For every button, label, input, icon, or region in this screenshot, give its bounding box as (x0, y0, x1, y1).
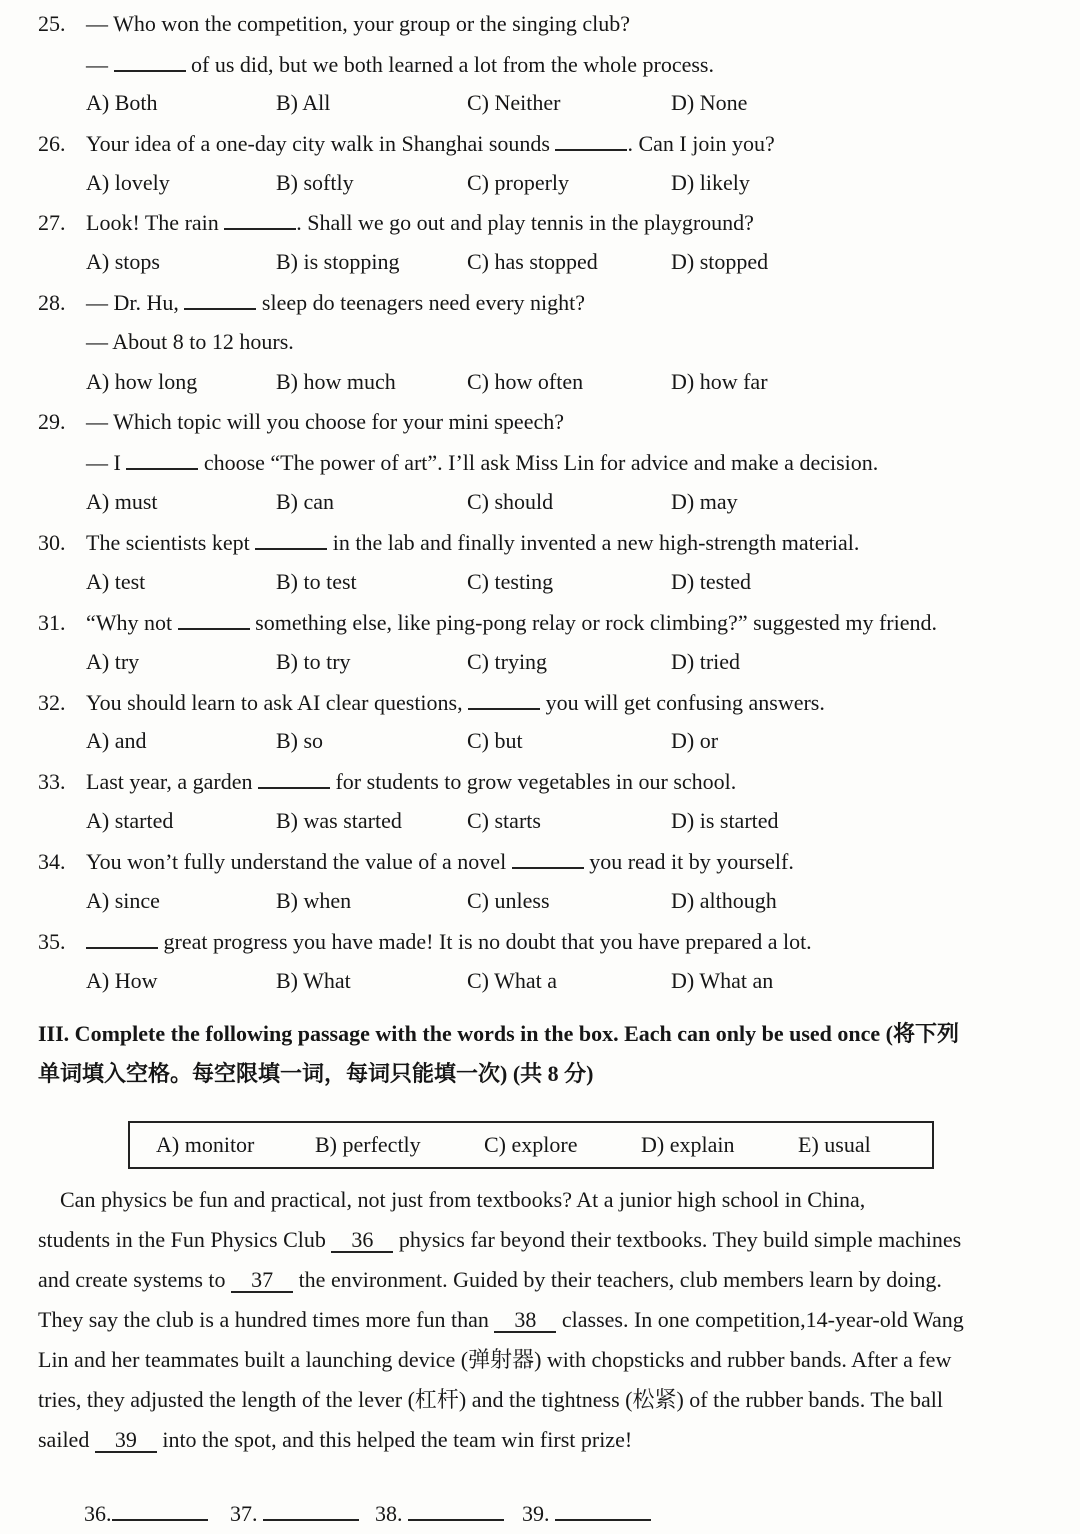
answer-blank[interactable] (555, 129, 627, 151)
option-b[interactable]: B) to test (276, 569, 357, 594)
option-c[interactable]: C) how often (467, 369, 584, 394)
option-a[interactable]: A) and (86, 728, 147, 753)
answer-label: 36. (84, 1501, 112, 1526)
option-d[interactable]: D) is started (671, 808, 779, 833)
passage-line (38, 1186, 1050, 1214)
question-line (38, 10, 630, 38)
passage-blank[interactable]: 37 (231, 1269, 293, 1293)
option-c[interactable]: C) What a (467, 968, 558, 993)
word-box-item: B) perfectly (315, 1132, 421, 1157)
answer-blank[interactable] (255, 528, 327, 550)
question-line (38, 927, 812, 956)
option-b[interactable]: B) can (276, 489, 335, 514)
question-text: — (86, 52, 114, 77)
word-box-item: C) explore (484, 1132, 578, 1157)
passage-text-run: physics far beyond their textbooks. They build simple machines (393, 1227, 962, 1252)
option-b[interactable]: B) is stopping (276, 249, 400, 274)
passage-line (38, 1426, 1050, 1454)
answer-blank[interactable] (258, 767, 330, 789)
option-c[interactable]: C) unless (467, 888, 550, 913)
answer-blank[interactable] (184, 288, 256, 310)
answer-label: 38. (375, 1501, 403, 1526)
answer-blank[interactable] (114, 50, 186, 72)
option-d[interactable]: D) likely (671, 170, 750, 195)
question-text: — Which topic will you choose for your mini speech? (86, 409, 564, 434)
question-line (38, 528, 859, 557)
question-text: — I (86, 450, 127, 475)
word-box-item: E) usual (798, 1132, 871, 1157)
question-number: 25. (38, 11, 66, 36)
passage-blank[interactable]: 38 (494, 1309, 556, 1333)
section-heading-line-2: 单词填入空格。每空限填一词，每词只能填一次) (共 8 分) (38, 1061, 594, 1086)
question-line (38, 408, 564, 436)
option-a[interactable]: A) try (86, 649, 140, 674)
option-a[interactable]: A) lovely (86, 170, 170, 195)
passage-text-run: Lin and her teammates built a launching device (弹射器) with chopsticks and rubber bands. After a few (38, 1347, 952, 1372)
option-c[interactable]: C) trying (467, 649, 548, 674)
question-text: of us did, but we both learned a lot from the whole process. (185, 52, 714, 77)
answer-blank[interactable] (126, 448, 198, 470)
passage-line (38, 1306, 1050, 1334)
question-number: 31. (38, 610, 66, 635)
option-b[interactable]: B) What (276, 968, 351, 993)
question-text: The scientists kept (86, 530, 256, 555)
question-text: sleep do teenagers need every night? (256, 290, 586, 315)
question-text: choose “The power of art”. I’ll ask Miss Lin for advice and make a decision. (198, 450, 879, 475)
answer-blank[interactable] (408, 1499, 504, 1521)
question-number: 30. (38, 530, 66, 555)
option-d[interactable]: D) What an (671, 968, 774, 993)
option-c[interactable]: C) but (467, 728, 523, 753)
passage-text-run: into the spot, and this helped the team win first prize! (156, 1427, 633, 1452)
option-b[interactable]: B) how much (276, 369, 396, 394)
question-line (38, 688, 825, 717)
question-line (38, 208, 754, 237)
question-line (86, 448, 878, 477)
passage-text-run: They say the club is a hundred times more fun than (38, 1307, 495, 1332)
question-line (38, 129, 775, 158)
option-d[interactable]: D) stopped (671, 249, 769, 274)
question-text: . Shall we go out and play tennis in the playground? (296, 210, 754, 235)
answer-blank[interactable] (224, 208, 296, 230)
question-text: “Why not (86, 610, 178, 635)
option-c[interactable]: C) properly (467, 170, 570, 195)
passage-text-run: students in the Fun Physics Club (38, 1227, 332, 1252)
option-a[interactable]: A) stops (86, 249, 160, 274)
passage-text-run: tries, they adjusted the length of the lever (杠杆) and the tightness (松紧) of the rubber bands. The ball (38, 1387, 944, 1412)
option-a[interactable]: A) how long (86, 369, 198, 394)
passage-line (38, 1266, 1050, 1294)
answer-slot-37[interactable] (230, 1499, 359, 1527)
passage-line (38, 1346, 1050, 1374)
option-b[interactable]: B) so (276, 728, 324, 753)
passage-blank[interactable]: 36 (331, 1229, 393, 1253)
passage-text-run: sailed (38, 1427, 95, 1452)
option-a[interactable]: A) test (86, 569, 146, 594)
passage-line (38, 1386, 1050, 1414)
passage-text-run: and create systems to (38, 1267, 232, 1292)
question-text: — About 8 to 12 hours. (86, 329, 294, 354)
passage-text-run: the environment. Guided by their teachers, club members learn by doing. (293, 1267, 942, 1292)
answer-slot-38[interactable] (375, 1499, 504, 1527)
option-d[interactable]: D) tried (671, 649, 741, 674)
question-number: 28. (38, 290, 66, 315)
answer-label: 39. (522, 1501, 550, 1526)
question-line (86, 50, 714, 79)
question-text: Your idea of a one-day city walk in Shanghai sounds (86, 131, 556, 156)
option-c[interactable]: C) should (467, 489, 554, 514)
question-number: 29. (38, 409, 66, 434)
option-c[interactable]: C) testing (467, 569, 554, 594)
question-number: 32. (38, 690, 66, 715)
answer-slot-39[interactable] (522, 1499, 651, 1527)
question-text: for students to grow vegetables in our school. (329, 769, 737, 794)
question-number: 33. (38, 769, 66, 794)
question-number: 34. (38, 849, 66, 874)
option-d[interactable]: D) or (671, 728, 719, 753)
section-heading-line-1: III. Complete the following passage with the words in the box. Each can only be used once (将下列 (38, 1021, 959, 1046)
question-number: 26. (38, 131, 66, 156)
word-box-item: A) monitor (156, 1132, 255, 1157)
option-a[interactable]: A) since (86, 888, 160, 913)
answer-blank[interactable] (263, 1499, 359, 1521)
option-b[interactable]: B) All (276, 90, 331, 115)
option-d[interactable]: D) None (671, 90, 748, 115)
answer-label: 37. (230, 1501, 258, 1526)
answer-slot-36[interactable] (84, 1499, 208, 1527)
option-d[interactable]: D) tested (671, 569, 752, 594)
question-text: — Dr. Hu, (86, 290, 185, 315)
answer-blank[interactable] (512, 847, 584, 869)
question-text: great progress you have made! It is no doubt that you have prepared a lot. (158, 929, 812, 954)
answer-blank[interactable] (86, 927, 158, 949)
question-text: — Who won the competition, your group or the singing club? (86, 11, 631, 36)
option-b[interactable]: B) was started (276, 808, 402, 833)
question-text: You won’t fully understand the value of a novel (86, 849, 512, 874)
passage-line (38, 1226, 1050, 1254)
option-b[interactable]: B) softly (276, 170, 354, 195)
question-text: Look! The rain (86, 210, 225, 235)
question-line (86, 328, 294, 356)
question-line (38, 767, 736, 796)
question-text: You should learn to ask AI clear questions, (86, 690, 469, 715)
passage-blank[interactable]: 39 (95, 1429, 157, 1453)
answer-blank[interactable] (112, 1499, 208, 1521)
option-b[interactable]: B) when (276, 888, 352, 913)
option-a[interactable]: A) must (86, 489, 158, 514)
passage-text-run: classes. In one competition,14-year-old Wang (556, 1307, 964, 1332)
question-text: . Can I join you? (627, 131, 775, 156)
passage-text-run: Can physics be fun and practical, not just from textbooks? At a junior high school in China, (38, 1187, 866, 1212)
option-a[interactable]: A) started (86, 808, 174, 833)
question-text: you will get confusing answers. (540, 690, 825, 715)
question-text: Last year, a garden (86, 769, 258, 794)
option-d[interactable]: D) although (671, 888, 777, 913)
option-d[interactable]: D) how far (671, 369, 768, 394)
question-line (38, 288, 585, 317)
option-c[interactable]: C) has stopped (467, 249, 598, 274)
question-text: something else, like ping-pong relay or rock climbing?” suggested my friend. (249, 610, 937, 635)
option-c[interactable]: C) starts (467, 808, 541, 833)
option-a[interactable]: A) Both (86, 90, 158, 115)
answer-blank[interactable] (555, 1499, 651, 1521)
question-number: 27. (38, 210, 66, 235)
question-text: you read it by yourself. (583, 849, 794, 874)
option-d[interactable]: D) may (671, 489, 738, 514)
question-line (38, 847, 794, 876)
word-box-item: D) explain (641, 1132, 735, 1157)
question-line (38, 608, 937, 637)
answer-blank[interactable] (178, 608, 250, 630)
question-number: 35. (38, 929, 66, 954)
question-text: in the lab and finally invented a new high-strength material. (327, 530, 860, 555)
answer-blank[interactable] (468, 688, 540, 710)
option-a[interactable]: A) How (86, 968, 158, 993)
word-box (128, 1121, 934, 1169)
option-c[interactable]: C) Neither (467, 90, 561, 115)
option-b[interactable]: B) to try (276, 649, 351, 674)
